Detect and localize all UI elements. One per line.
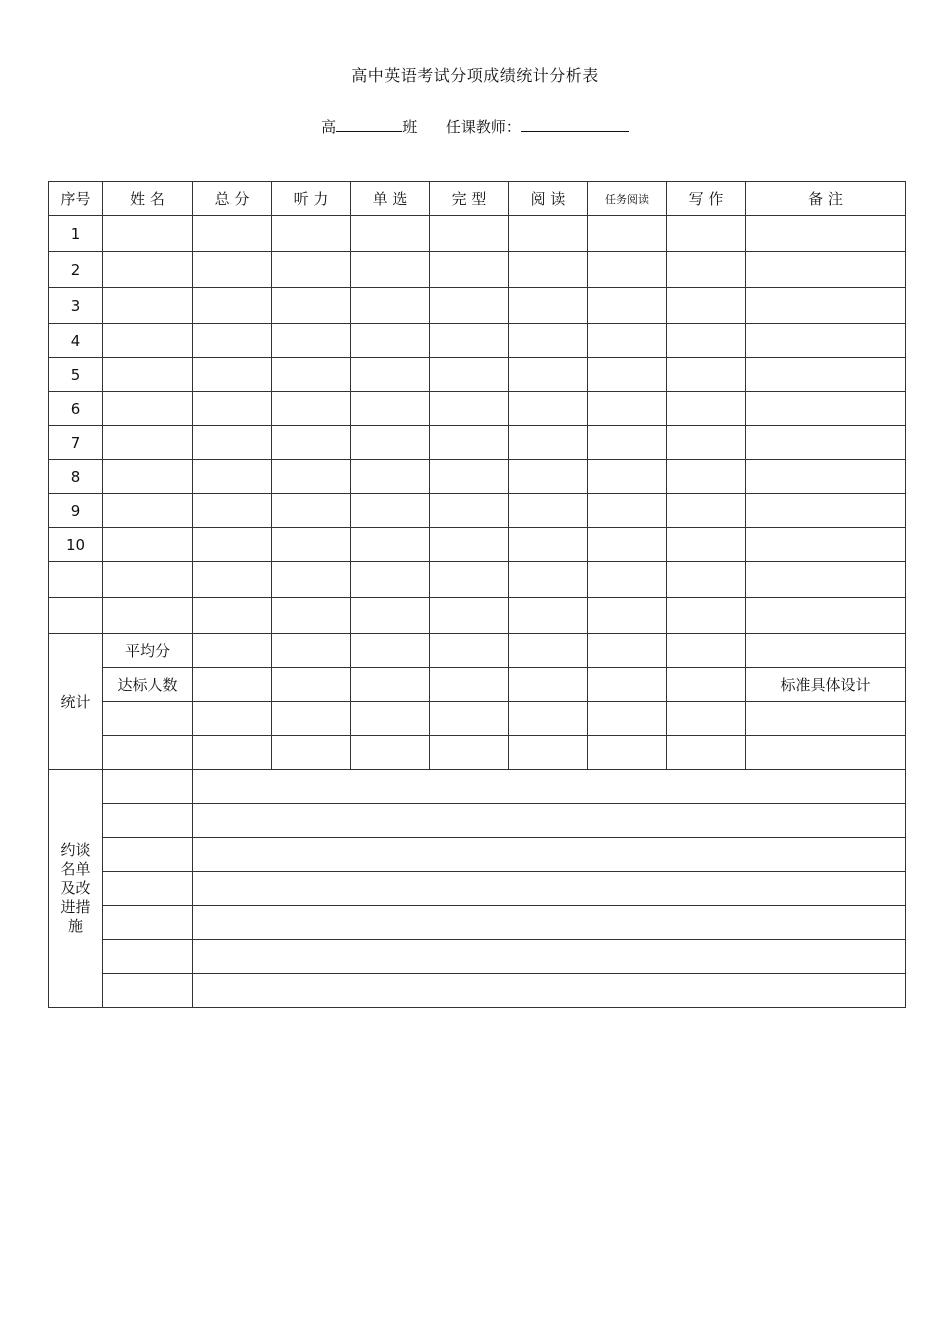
- table-cell[interactable]: [430, 216, 509, 252]
- row-index: [49, 598, 103, 634]
- table-cell[interactable]: [272, 426, 351, 460]
- table-cell[interactable]: [588, 736, 667, 770]
- table-cell[interactable]: [746, 634, 906, 668]
- table-cell[interactable]: [103, 358, 193, 392]
- table-cell[interactable]: [509, 426, 588, 460]
- row-index: 1: [49, 216, 103, 252]
- table-cell[interactable]: [272, 288, 351, 324]
- table-cell[interactable]: [667, 288, 746, 324]
- table-cell[interactable]: [103, 702, 193, 736]
- interview-label-line: 名单: [60, 860, 91, 878]
- table-cell[interactable]: [430, 598, 509, 634]
- interview-row: [49, 974, 906, 1008]
- table-cell[interactable]: [509, 288, 588, 324]
- table-cell[interactable]: [588, 252, 667, 288]
- row-index: 2: [49, 252, 103, 288]
- table-cell[interactable]: [272, 702, 351, 736]
- table-cell[interactable]: [509, 736, 588, 770]
- table-cell[interactable]: [351, 562, 430, 598]
- table-cell[interactable]: [667, 668, 746, 702]
- table-cell[interactable]: [272, 324, 351, 358]
- table-cell[interactable]: [272, 216, 351, 252]
- interview-label-line: 及改: [60, 879, 91, 897]
- table-cell[interactable]: [351, 216, 430, 252]
- table-cell[interactable]: [667, 216, 746, 252]
- table-cell[interactable]: [588, 288, 667, 324]
- header-single-choice: 单 选: [351, 182, 430, 216]
- table-cell[interactable]: [103, 288, 193, 324]
- table-cell[interactable]: [430, 736, 509, 770]
- table-cell[interactable]: [430, 528, 509, 562]
- table-cell[interactable]: [509, 528, 588, 562]
- table-cell[interactable]: [509, 252, 588, 288]
- table-cell[interactable]: [746, 324, 906, 358]
- interview-row: [49, 906, 906, 940]
- score-table: [48, 181, 906, 1008]
- table-cell[interactable]: [430, 562, 509, 598]
- table-row: [49, 358, 906, 392]
- table-cell[interactable]: [272, 494, 351, 528]
- table-cell[interactable]: [193, 494, 272, 528]
- table-cell[interactable]: [509, 460, 588, 494]
- interview-name-cell[interactable]: [103, 872, 193, 906]
- table-cell[interactable]: [103, 252, 193, 288]
- table-cell[interactable]: [509, 562, 588, 598]
- table-cell[interactable]: [667, 324, 746, 358]
- table-cell[interactable]: [272, 668, 351, 702]
- table-cell[interactable]: [272, 634, 351, 668]
- table-cell[interactable]: [351, 598, 430, 634]
- teacher-blank[interactable]: [521, 117, 629, 132]
- interview-name-cell[interactable]: [103, 770, 193, 804]
- header-cloze: 完 型: [430, 182, 509, 216]
- interview-row: [49, 940, 906, 974]
- table-cell[interactable]: [746, 494, 906, 528]
- table-cell[interactable]: [588, 392, 667, 426]
- row-index: 4: [49, 324, 103, 358]
- table-cell[interactable]: [272, 460, 351, 494]
- table-cell[interactable]: [509, 216, 588, 252]
- table-cell[interactable]: [509, 702, 588, 736]
- table-cell[interactable]: [430, 288, 509, 324]
- table-cell[interactable]: [588, 598, 667, 634]
- table-cell[interactable]: [588, 460, 667, 494]
- table-cell[interactable]: [746, 252, 906, 288]
- table-row: [49, 494, 906, 528]
- interview-measure-cell[interactable]: [193, 804, 906, 838]
- table-cell[interactable]: [588, 702, 667, 736]
- table-cell[interactable]: [351, 702, 430, 736]
- table-cell[interactable]: [272, 736, 351, 770]
- table-cell[interactable]: [667, 460, 746, 494]
- row-index: 5: [49, 358, 103, 392]
- table-cell[interactable]: [430, 252, 509, 288]
- table-cell[interactable]: [430, 426, 509, 460]
- stats-pass-count-label: 达标人数: [103, 668, 193, 702]
- table-cell[interactable]: [509, 494, 588, 528]
- table-cell[interactable]: [193, 528, 272, 562]
- table-cell[interactable]: [430, 324, 509, 358]
- table-cell[interactable]: [272, 562, 351, 598]
- table-cell[interactable]: [351, 324, 430, 358]
- interview-row: [49, 872, 906, 906]
- stats-row: [49, 634, 906, 668]
- table-cell[interactable]: [193, 392, 272, 426]
- table-cell[interactable]: [746, 460, 906, 494]
- stats-average-label: 平均分: [103, 634, 193, 668]
- interview-name-cell[interactable]: [103, 940, 193, 974]
- table-row: [49, 216, 906, 252]
- table-cell[interactable]: [103, 392, 193, 426]
- table-cell[interactable]: [351, 528, 430, 562]
- header-listening: 听 力: [272, 182, 351, 216]
- table-cell[interactable]: [667, 358, 746, 392]
- table-cell[interactable]: [351, 358, 430, 392]
- table-cell[interactable]: [351, 426, 430, 460]
- interview-row: [49, 838, 906, 872]
- table-cell[interactable]: [588, 426, 667, 460]
- header-notes: 备 注: [746, 182, 906, 216]
- class-teacher-line: [0, 116, 950, 137]
- table-cell[interactable]: [746, 288, 906, 324]
- table-cell[interactable]: [588, 634, 667, 668]
- table-cell[interactable]: [746, 216, 906, 252]
- table-cell[interactable]: [272, 528, 351, 562]
- table-cell[interactable]: [351, 494, 430, 528]
- table-cell[interactable]: [588, 668, 667, 702]
- table-cell[interactable]: [193, 252, 272, 288]
- table-cell[interactable]: [103, 528, 193, 562]
- table-cell[interactable]: [193, 460, 272, 494]
- table-cell[interactable]: [272, 598, 351, 634]
- table-cell[interactable]: [272, 358, 351, 392]
- table-cell[interactable]: [430, 668, 509, 702]
- table-cell[interactable]: [667, 494, 746, 528]
- interview-name-cell[interactable]: [103, 838, 193, 872]
- table-cell[interactable]: [588, 324, 667, 358]
- table-row: [49, 460, 906, 494]
- table-cell[interactable]: [103, 562, 193, 598]
- table-cell[interactable]: [351, 668, 430, 702]
- table-row: [49, 528, 906, 562]
- table-cell[interactable]: [667, 426, 746, 460]
- table-row: [49, 562, 906, 598]
- grade-prefix: 高: [321, 118, 337, 136]
- table-cell[interactable]: [667, 562, 746, 598]
- table-cell[interactable]: [193, 216, 272, 252]
- interview-measure-cell[interactable]: [193, 906, 906, 940]
- class-blank[interactable]: [336, 117, 402, 132]
- table-cell[interactable]: [588, 494, 667, 528]
- row-index: 10: [49, 528, 103, 562]
- header-name: 姓 名: [103, 182, 193, 216]
- table-cell[interactable]: [103, 216, 193, 252]
- table-cell[interactable]: [103, 324, 193, 358]
- interview-name-cell[interactable]: [103, 804, 193, 838]
- table-cell[interactable]: [430, 702, 509, 736]
- table-row: [49, 426, 906, 460]
- table-cell[interactable]: [193, 358, 272, 392]
- interview-measure-cell[interactable]: [193, 974, 906, 1008]
- table-cell[interactable]: [193, 426, 272, 460]
- interview-label-line: 约谈: [60, 841, 91, 859]
- table-cell[interactable]: [746, 736, 906, 770]
- table-cell[interactable]: [272, 392, 351, 426]
- table-cell[interactable]: [746, 426, 906, 460]
- page-title: 高中英语考试分项成绩统计分析表: [351, 66, 599, 85]
- table-cell[interactable]: [509, 324, 588, 358]
- table-cell[interactable]: [430, 392, 509, 426]
- table-row: [49, 598, 906, 634]
- table-cell[interactable]: [746, 702, 906, 736]
- table-cell[interactable]: [667, 702, 746, 736]
- table-cell[interactable]: [588, 562, 667, 598]
- table-cell[interactable]: [351, 392, 430, 426]
- row-index: [49, 562, 103, 598]
- interview-measure-cell[interactable]: [193, 872, 906, 906]
- interview-row: [49, 804, 906, 838]
- header-index: 序号: [49, 182, 103, 216]
- table-cell[interactable]: [103, 426, 193, 460]
- table-cell[interactable]: [193, 598, 272, 634]
- table-cell[interactable]: [746, 358, 906, 392]
- table-cell[interactable]: [103, 598, 193, 634]
- header-reading: 阅 读: [509, 182, 588, 216]
- table-cell[interactable]: [193, 634, 272, 668]
- table-row: [49, 392, 906, 426]
- header-task-reading: 任务阅读: [588, 182, 667, 216]
- table-row: [49, 288, 906, 324]
- stats-row: [49, 702, 906, 736]
- table-cell[interactable]: [351, 634, 430, 668]
- table-cell[interactable]: [430, 358, 509, 392]
- header-row: [49, 182, 906, 216]
- table-row: [49, 252, 906, 288]
- table-cell[interactable]: [746, 562, 906, 598]
- table-cell[interactable]: [430, 494, 509, 528]
- header-writing: 写 作: [667, 182, 746, 216]
- stats-note: 标准具体设计: [746, 668, 906, 702]
- interview-label: [49, 770, 103, 1008]
- class-suffix: 班: [402, 118, 418, 136]
- stats-row: [49, 668, 906, 702]
- table-cell[interactable]: [193, 324, 272, 358]
- interview-label-line: 施: [67, 917, 83, 935]
- interview-name-cell[interactable]: [103, 974, 193, 1008]
- teacher-label: 任课教师：: [445, 118, 521, 136]
- row-index: 6: [49, 392, 103, 426]
- interview-row: [49, 770, 906, 804]
- table-cell[interactable]: [667, 736, 746, 770]
- table-row: [49, 324, 906, 358]
- table-cell[interactable]: [430, 460, 509, 494]
- table-cell[interactable]: [746, 392, 906, 426]
- table-cell[interactable]: [351, 460, 430, 494]
- interview-label-line: 进措: [60, 898, 91, 916]
- table-cell[interactable]: [667, 598, 746, 634]
- table-cell[interactable]: [588, 528, 667, 562]
- table-cell[interactable]: [667, 252, 746, 288]
- table-cell[interactable]: [351, 736, 430, 770]
- table-cell[interactable]: [509, 598, 588, 634]
- table-cell[interactable]: [351, 288, 430, 324]
- table-cell[interactable]: [193, 736, 272, 770]
- table-cell[interactable]: [430, 634, 509, 668]
- interview-measure-cell[interactable]: [193, 838, 906, 872]
- interview-measure-cell[interactable]: [193, 770, 906, 804]
- interview-name-cell[interactable]: [103, 906, 193, 940]
- interview-measure-cell[interactable]: [193, 940, 906, 974]
- table-cell[interactable]: [193, 562, 272, 598]
- table-cell[interactable]: [588, 216, 667, 252]
- stats-label: 统计: [49, 634, 103, 770]
- row-index: 9: [49, 494, 103, 528]
- table-cell[interactable]: [272, 252, 351, 288]
- row-index: 7: [49, 426, 103, 460]
- table-cell[interactable]: [103, 494, 193, 528]
- table-cell[interactable]: [509, 358, 588, 392]
- table-cell[interactable]: [509, 668, 588, 702]
- table-cell[interactable]: [509, 392, 588, 426]
- table-cell[interactable]: [193, 702, 272, 736]
- table-cell[interactable]: [588, 358, 667, 392]
- row-index: 8: [49, 460, 103, 494]
- row-index: 3: [49, 288, 103, 324]
- table-cell[interactable]: [667, 528, 746, 562]
- table-cell[interactable]: [746, 528, 906, 562]
- table-cell[interactable]: [351, 252, 430, 288]
- stats-row: [49, 736, 906, 770]
- table-cell[interactable]: [103, 736, 193, 770]
- table-cell[interactable]: [103, 460, 193, 494]
- header-total: 总 分: [193, 182, 272, 216]
- table-cell[interactable]: [746, 598, 906, 634]
- table-cell[interactable]: [193, 668, 272, 702]
- table-cell[interactable]: [509, 634, 588, 668]
- table-cell[interactable]: [667, 392, 746, 426]
- table-cell[interactable]: [667, 634, 746, 668]
- table-cell[interactable]: [193, 288, 272, 324]
